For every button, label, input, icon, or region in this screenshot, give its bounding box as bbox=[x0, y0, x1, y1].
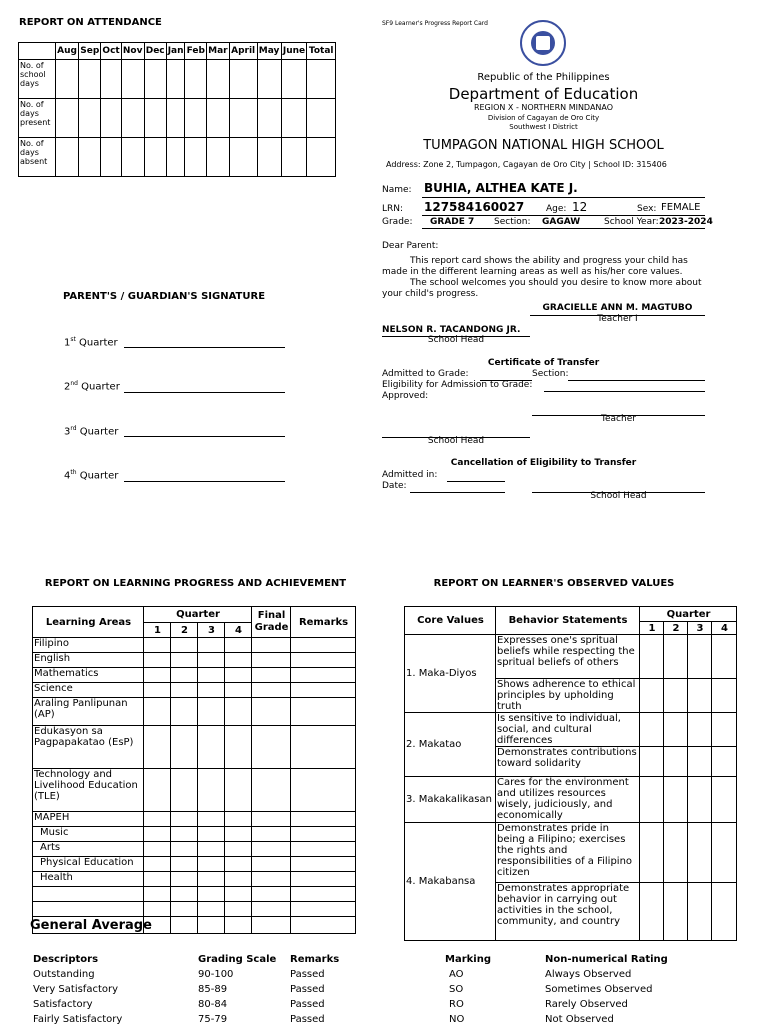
values-table bbox=[404, 606, 737, 941]
row-days-absent: No. of days absent bbox=[19, 138, 56, 177]
grade-cell[interactable] bbox=[225, 683, 252, 698]
grade-cell[interactable] bbox=[291, 726, 356, 769]
col-core-values: Core Values bbox=[405, 607, 496, 635]
grade-cell[interactable] bbox=[198, 887, 225, 902]
letter-paragraph-2: The school welcomes you should you desire to know more about your child's progress. bbox=[382, 278, 702, 299]
student-age: 12 bbox=[572, 200, 588, 214]
rating-cell[interactable] bbox=[688, 883, 712, 941]
learning-title: REPORT ON LEARNING PROGRESS AND ACHIEVEMENT bbox=[44, 578, 347, 589]
signature-title: PARENT'S / GUARDIAN'S SIGNATURE bbox=[63, 291, 266, 302]
grade-cell[interactable] bbox=[144, 769, 171, 812]
grade-cell[interactable] bbox=[291, 872, 356, 887]
table-row bbox=[33, 857, 356, 872]
rating-cell[interactable] bbox=[664, 883, 688, 941]
col-quarter: Quarter bbox=[144, 607, 252, 623]
rating-cell[interactable] bbox=[712, 713, 737, 747]
learning-area-label: Araling Panlipunan (AP) bbox=[33, 698, 144, 726]
marking-code: RO bbox=[449, 999, 464, 1010]
descriptor: Satisfactory bbox=[33, 999, 93, 1010]
month-feb: Feb bbox=[185, 43, 207, 60]
behavior-statement: Expresses one's spritual beliefs while respecting the spritual beliefs of others bbox=[496, 635, 640, 679]
table-row bbox=[33, 827, 356, 842]
grade-cell[interactable] bbox=[198, 872, 225, 887]
quarter-1-label: 1st Quarter bbox=[64, 336, 118, 349]
descriptor: Outstanding bbox=[33, 969, 95, 980]
grade-cell[interactable] bbox=[144, 827, 171, 842]
school-head-title: School Head bbox=[427, 335, 485, 345]
grade-cell[interactable] bbox=[144, 842, 171, 857]
rating-cell[interactable] bbox=[688, 747, 712, 777]
month-mar: Mar bbox=[206, 43, 229, 60]
student-name: BUHIA, ALTHEA KATE J. bbox=[424, 181, 578, 195]
grade-cell[interactable] bbox=[252, 872, 291, 887]
letter-salutation: Dear Parent: bbox=[382, 241, 439, 251]
grade-cell[interactable] bbox=[144, 653, 171, 668]
month-nov: Nov bbox=[121, 43, 144, 60]
grade-cell[interactable] bbox=[198, 698, 225, 726]
grade-cell[interactable] bbox=[144, 857, 171, 872]
grade-cell[interactable] bbox=[171, 812, 198, 827]
grade-cell[interactable] bbox=[252, 726, 291, 769]
grade-cell[interactable] bbox=[171, 827, 198, 842]
grade-cell[interactable] bbox=[252, 857, 291, 872]
learning-area-label: Science bbox=[33, 683, 144, 698]
col-q4: 4 bbox=[225, 623, 252, 638]
grade-cell[interactable] bbox=[291, 638, 356, 653]
row-days-present: No. of days present bbox=[19, 99, 56, 138]
grading-remark: Passed bbox=[290, 969, 325, 980]
core-value-label: 2. Makatao bbox=[405, 713, 496, 777]
grade-cell[interactable] bbox=[198, 769, 225, 812]
marking-header: Marking bbox=[445, 954, 491, 965]
rating-cell[interactable] bbox=[664, 679, 688, 713]
transfer-section-field[interactable] bbox=[568, 380, 705, 381]
remarks-header: Remarks bbox=[290, 954, 340, 965]
department-text: Department of Education bbox=[448, 85, 639, 103]
rating-cell[interactable] bbox=[712, 823, 737, 883]
rating-cell[interactable] bbox=[712, 777, 737, 823]
section-label: Section: bbox=[494, 217, 531, 227]
grade-cell[interactable] bbox=[171, 872, 198, 887]
month-sep: Sep bbox=[79, 43, 101, 60]
republic-text: Republic of the Philippines bbox=[477, 72, 610, 83]
grade-cell[interactable] bbox=[144, 683, 171, 698]
rating-cell[interactable] bbox=[640, 635, 664, 679]
learning-area-label: Arts bbox=[33, 842, 144, 857]
sex-label: Sex: bbox=[637, 204, 657, 214]
rating-cell[interactable] bbox=[712, 883, 737, 941]
col-learning-areas: Learning Areas bbox=[33, 607, 144, 638]
rating-cell[interactable] bbox=[664, 635, 688, 679]
attendance-table bbox=[18, 42, 336, 177]
grade-cell[interactable] bbox=[252, 698, 291, 726]
grade-cell[interactable] bbox=[171, 887, 198, 902]
grade-cell[interactable] bbox=[198, 638, 225, 653]
month-april: April bbox=[229, 43, 257, 60]
col-q1: 1 bbox=[144, 623, 171, 638]
grade-cell[interactable] bbox=[144, 902, 171, 917]
table-row bbox=[33, 668, 356, 683]
grade-cell[interactable] bbox=[225, 638, 252, 653]
marking-code: NO bbox=[449, 1014, 465, 1025]
grade-cell[interactable] bbox=[144, 872, 171, 887]
table-row bbox=[33, 638, 356, 653]
approved-label: Approved: bbox=[382, 391, 429, 401]
col-q3: 3 bbox=[198, 623, 225, 638]
grade-cell[interactable] bbox=[225, 812, 252, 827]
rating-cell[interactable] bbox=[640, 777, 664, 823]
rating-cell[interactable] bbox=[688, 777, 712, 823]
admitted-in-label: Admitted in: bbox=[382, 470, 438, 480]
school-year-label: School Year: bbox=[604, 217, 659, 227]
month-oct: Oct bbox=[101, 43, 121, 60]
eligibility-field[interactable] bbox=[544, 391, 705, 392]
core-value-label: 4. Makabansa bbox=[405, 823, 496, 941]
learning-area-label: Technology and Livelihood Education (TLE) bbox=[33, 769, 144, 812]
rating-cell[interactable] bbox=[712, 679, 737, 713]
grade-cell[interactable] bbox=[171, 842, 198, 857]
grading-remark: Passed bbox=[290, 984, 325, 995]
values-title: REPORT ON LEARNER'S OBSERVED VALUES bbox=[433, 578, 675, 589]
grade-cell[interactable] bbox=[291, 902, 356, 917]
rating-cell[interactable] bbox=[640, 883, 664, 941]
quarter-1-signature-line[interactable] bbox=[124, 347, 285, 348]
quarter-2-label: 2nd Quarter bbox=[64, 380, 120, 393]
grade-cell[interactable] bbox=[225, 769, 252, 812]
grade-cell[interactable] bbox=[225, 668, 252, 683]
rating-cell[interactable] bbox=[688, 713, 712, 747]
learning-area-label: Physical Education bbox=[33, 857, 144, 872]
rating-cell[interactable] bbox=[640, 747, 664, 777]
letter-paragraph-1: This report card shows the ability and progress your child has made in the different learning areas as well as his/her core values. bbox=[382, 256, 688, 277]
grading-range: 85-89 bbox=[198, 984, 228, 995]
table-row bbox=[33, 683, 356, 698]
region-text: REGION X - NORTHERN MINDANAO bbox=[473, 103, 614, 112]
learning-area-label: English bbox=[33, 653, 144, 668]
descriptor: Fairly Satisfactory bbox=[33, 1014, 123, 1025]
grade-cell[interactable] bbox=[225, 857, 252, 872]
teacher-title: Teacher I bbox=[597, 314, 638, 324]
grade-cell[interactable] bbox=[198, 842, 225, 857]
table-row bbox=[33, 902, 356, 917]
rating-cell[interactable] bbox=[688, 823, 712, 883]
student-section: GAGAW bbox=[542, 217, 581, 227]
grade-cell[interactable] bbox=[198, 857, 225, 872]
teacher-name: GRACIELLE ANN M. MAGTUBO bbox=[542, 303, 693, 313]
grade-label: Grade: bbox=[382, 217, 413, 227]
grading-range: 75-79 bbox=[198, 1014, 228, 1025]
rating-cell[interactable] bbox=[640, 823, 664, 883]
grade-cell[interactable] bbox=[291, 698, 356, 726]
marking-rating: Rarely Observed bbox=[545, 999, 628, 1010]
grade-cell[interactable] bbox=[171, 638, 198, 653]
name-label: Name: bbox=[382, 185, 412, 195]
rating-cell[interactable] bbox=[664, 747, 688, 777]
grade-cell[interactable] bbox=[225, 842, 252, 857]
month-may: May bbox=[257, 43, 281, 60]
lrn-label: LRN: bbox=[382, 204, 404, 214]
grade-cell[interactable] bbox=[252, 683, 291, 698]
grade-cell[interactable] bbox=[144, 698, 171, 726]
grading-remark: Passed bbox=[290, 1014, 325, 1025]
grade-cell[interactable] bbox=[144, 887, 171, 902]
learning-area-label bbox=[33, 902, 144, 917]
behavior-statement: Demonstrates contributions toward solidarity bbox=[496, 747, 640, 777]
grade-cell[interactable] bbox=[171, 668, 198, 683]
table-row bbox=[405, 777, 737, 823]
grade-cell[interactable] bbox=[225, 902, 252, 917]
grade-cell[interactable] bbox=[198, 653, 225, 668]
grade-cell[interactable] bbox=[252, 827, 291, 842]
grade-cell[interactable] bbox=[171, 683, 198, 698]
deped-seal-icon bbox=[520, 20, 566, 66]
rating-cell[interactable] bbox=[640, 679, 664, 713]
month-aug: Aug bbox=[56, 43, 79, 60]
learning-area-label: Edukasyon sa Pagpapakatao (EsP) bbox=[33, 726, 144, 769]
rating-cell[interactable] bbox=[688, 635, 712, 679]
behavior-statement: Shows adherence to ethical principles by upholding truth bbox=[496, 679, 640, 713]
grade-cell[interactable] bbox=[171, 857, 198, 872]
grade-cell[interactable] bbox=[225, 726, 252, 769]
grade-cell[interactable] bbox=[291, 887, 356, 902]
month-jan: Jan bbox=[166, 43, 185, 60]
grade-cell[interactable] bbox=[252, 668, 291, 683]
grade-cell[interactable] bbox=[144, 726, 171, 769]
rating-header: Non-numerical Rating bbox=[545, 954, 668, 965]
learning-area-label: Mathematics bbox=[33, 668, 144, 683]
marking-rating: Always Observed bbox=[545, 969, 632, 980]
col-values-q1: 1 bbox=[640, 622, 664, 635]
form-label: SF9 Learner's Progress Report Card bbox=[382, 20, 488, 27]
grade-cell[interactable] bbox=[291, 668, 356, 683]
grade-cell[interactable] bbox=[252, 887, 291, 902]
grade-cell[interactable] bbox=[198, 668, 225, 683]
rating-cell[interactable] bbox=[688, 679, 712, 713]
attendance-title: REPORT ON ATTENDANCE bbox=[19, 17, 162, 28]
student-lrn: 127584160027 bbox=[424, 200, 525, 214]
grade-cell[interactable] bbox=[225, 827, 252, 842]
marking-rating: Not Observed bbox=[545, 1014, 614, 1025]
grade-cell[interactable] bbox=[225, 887, 252, 902]
table-row bbox=[405, 713, 737, 747]
grading-range: 80-84 bbox=[198, 999, 228, 1010]
grade-cell[interactable] bbox=[171, 653, 198, 668]
col-values-q2: 2 bbox=[664, 622, 688, 635]
table-row bbox=[33, 726, 356, 769]
table-row bbox=[33, 653, 356, 668]
grading-scale-header: Grading Scale bbox=[198, 954, 277, 965]
eligibility-label: Eligibility for Admission to Grade: bbox=[382, 380, 533, 390]
table-row bbox=[33, 842, 356, 857]
table-row bbox=[33, 769, 356, 812]
col-values-q4: 4 bbox=[712, 622, 737, 635]
col-final-grade: Final Grade bbox=[252, 607, 291, 638]
grade-cell[interactable] bbox=[144, 668, 171, 683]
grade-cell[interactable] bbox=[225, 653, 252, 668]
grade-cell[interactable] bbox=[291, 683, 356, 698]
behavior-statement: Demonstrates appropriate behavior in carrying out activities in the school, community, and country bbox=[496, 883, 640, 941]
grade-cell[interactable] bbox=[198, 902, 225, 917]
learning-area-label: Filipino bbox=[33, 638, 144, 653]
transfer-section-label: Section: bbox=[532, 369, 569, 379]
descriptor: Very Satisfactory bbox=[33, 984, 119, 995]
grade-cell[interactable] bbox=[198, 812, 225, 827]
grading-range: 90-100 bbox=[198, 969, 234, 980]
grade-cell[interactable] bbox=[252, 902, 291, 917]
learning-table bbox=[32, 606, 356, 934]
grade-cell[interactable] bbox=[171, 726, 198, 769]
division-text: Division of Cagayan de Oro City bbox=[487, 114, 600, 122]
student-grade: GRADE 7 bbox=[430, 217, 475, 227]
grade-cell[interactable] bbox=[252, 638, 291, 653]
table-row bbox=[33, 812, 356, 827]
grade-cell[interactable] bbox=[291, 812, 356, 827]
rating-cell[interactable] bbox=[712, 747, 737, 777]
age-label: Age: bbox=[546, 204, 567, 214]
col-values-quarter: Quarter bbox=[640, 607, 737, 622]
grade-cell[interactable] bbox=[198, 683, 225, 698]
table-row bbox=[33, 872, 356, 887]
marking-code: SO bbox=[449, 984, 464, 995]
descriptors-header: Descriptors bbox=[33, 954, 99, 965]
grade-cell[interactable] bbox=[198, 827, 225, 842]
row-school-days: No. of school days bbox=[19, 60, 56, 99]
quarter-2-signature-line[interactable] bbox=[124, 392, 285, 393]
admitted-in-field[interactable] bbox=[447, 481, 505, 482]
learning-area-label: Music bbox=[33, 827, 144, 842]
grade-cell[interactable] bbox=[291, 842, 356, 857]
rating-cell[interactable] bbox=[664, 777, 688, 823]
col-q2: 2 bbox=[171, 623, 198, 638]
table-row bbox=[33, 698, 356, 726]
transfer-head-label: School Head bbox=[427, 436, 485, 446]
marking-code: AO bbox=[449, 969, 464, 980]
learning-area-label: MAPEH bbox=[33, 812, 144, 827]
behavior-statement: Demonstrates pride in being a Filipino; exercises the rights and responsibilities of a Filipino citizen bbox=[496, 823, 640, 883]
grade-cell[interactable] bbox=[198, 726, 225, 769]
transfer-title: Certificate of Transfer bbox=[487, 358, 600, 368]
school-name: TUMPAGON NATIONAL HIGH SCHOOL bbox=[423, 138, 664, 153]
district-text: Southwest I District bbox=[509, 123, 578, 131]
rating-cell[interactable] bbox=[664, 713, 688, 747]
school-year: 2023-2024 bbox=[659, 217, 713, 227]
grade-cell[interactable] bbox=[225, 872, 252, 887]
grade-cell[interactable] bbox=[252, 842, 291, 857]
cancel-head-label: School Head bbox=[590, 491, 647, 501]
grade-cell[interactable] bbox=[144, 638, 171, 653]
quarter-3-label: 3rd Quarter bbox=[64, 425, 119, 438]
cancel-title: Cancellation of Eligibility to Transfer bbox=[450, 458, 637, 468]
col-values-q3: 3 bbox=[688, 622, 712, 635]
quarter-4-signature-line[interactable] bbox=[124, 481, 285, 482]
quarter-4-label: 4th Quarter bbox=[64, 469, 119, 482]
student-sex: FEMALE bbox=[661, 202, 701, 213]
grade-cell[interactable] bbox=[252, 769, 291, 812]
marking-rating: Sometimes Observed bbox=[545, 984, 653, 995]
rating-cell[interactable] bbox=[640, 713, 664, 747]
school-address: Address: Zone 2, Tumpagon, Cagayan de Oro City | School ID: 315406 bbox=[386, 160, 667, 169]
rating-cell[interactable] bbox=[664, 823, 688, 883]
grade-cell[interactable] bbox=[291, 857, 356, 872]
school-head-name: NELSON R. TACANDONG JR. bbox=[382, 325, 521, 335]
grade-cell[interactable] bbox=[144, 812, 171, 827]
col-remarks: Remarks bbox=[291, 607, 356, 638]
grade-cell[interactable] bbox=[171, 769, 198, 812]
behavior-statement: Cares for the environment and utilizes resources wisely, judiciously, and economically bbox=[496, 777, 640, 823]
core-value-label: 3. Makakalikasan bbox=[405, 777, 496, 823]
month-dec: Dec bbox=[144, 43, 166, 60]
grade-cell[interactable] bbox=[291, 769, 356, 812]
grade-cell[interactable] bbox=[291, 827, 356, 842]
core-value-label: 1. Maka-Diyos bbox=[405, 635, 496, 713]
learning-area-label: Health bbox=[33, 872, 144, 887]
table-row bbox=[33, 887, 356, 902]
table-row bbox=[405, 823, 737, 883]
grading-remark: Passed bbox=[290, 999, 325, 1010]
col-behavior: Behavior Statements bbox=[496, 607, 640, 635]
learning-area-label bbox=[33, 887, 144, 902]
date-label: Date: bbox=[382, 481, 407, 491]
rating-cell[interactable] bbox=[712, 635, 737, 679]
date-field[interactable] bbox=[410, 492, 505, 493]
table-row bbox=[405, 635, 737, 679]
month-total: Total bbox=[307, 43, 336, 60]
quarter-3-signature-line[interactable] bbox=[124, 436, 285, 437]
grade-cell[interactable] bbox=[171, 698, 198, 726]
admitted-grade-label: Admitted to Grade: bbox=[382, 369, 469, 379]
grade-cell[interactable] bbox=[252, 812, 291, 827]
grade-cell[interactable] bbox=[291, 653, 356, 668]
general-average: General Average bbox=[30, 917, 152, 933]
grade-cell[interactable] bbox=[171, 902, 198, 917]
grade-cell[interactable] bbox=[225, 698, 252, 726]
grade-cell[interactable] bbox=[252, 653, 291, 668]
month-june: June bbox=[281, 43, 307, 60]
transfer-teacher-label: Teacher bbox=[601, 414, 636, 424]
behavior-statement: Is sensitive to individual, social, and cultural differences bbox=[496, 713, 640, 747]
